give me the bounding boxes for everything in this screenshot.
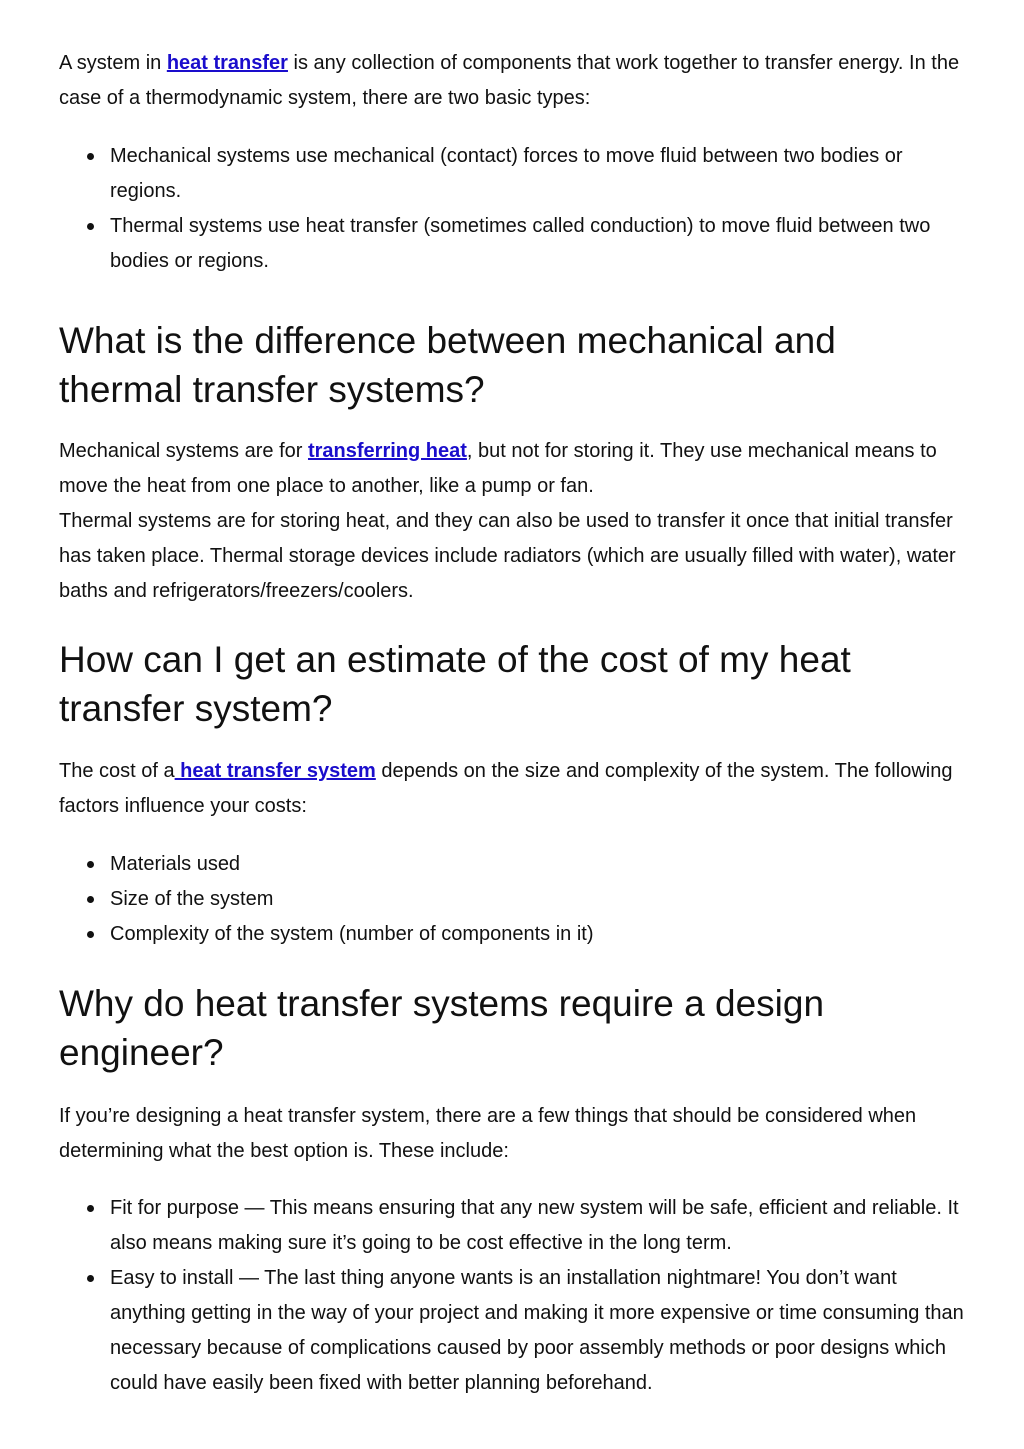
cost-factors-list [59,847,968,952]
heading-design-engineer: Why do heat transfer systems require a design engineer? [59,983,825,1073]
list-item-easy-to-install: Easy to install — The last thing anyone wants is an installation nightmare! You don’t want anything getting in the way of your project and making it more expensive or time consuming than necessary because of complications caused by poor assembly methods or poor designs which could have easily been fixed with better planning beforehand. [110,1261,968,1401]
cost-text-before: The cost of a [59,760,175,782]
cost-text-after: depends on the size and complexity of the system. The following factors influence your costs: [59,760,953,817]
list-item-size: Size of the system [110,882,968,917]
heading-difference: What is the difference between mechanical and thermal transfer systems? [59,320,836,410]
list-item-materials: Materials used [110,847,968,882]
list-item-mechanical: Mechanical systems use mechanical (contact) forces to move fluid between two bodies or regions. [110,139,968,209]
heat-transfer-system-link[interactable]: heat transfer system [174,760,376,782]
engineer-paragraph: If you’re designing a heat transfer system, there are a few things that should be considered when determining what the best option is. These include: [59,1105,917,1162]
system-types-list [59,139,968,279]
intro-paragraph [59,46,968,116]
intro-text-before: A system in [59,52,167,74]
heading-cost: How can I get an estimate of the cost of my heat transfer system? [59,639,851,729]
mechanical-text-before: Mechanical systems are for [59,440,308,462]
cost-paragraph [59,754,968,824]
transferring-heat-link[interactable]: transferring heat [307,440,467,462]
considerations-list [59,1191,968,1401]
thermal-paragraph: Thermal systems are for storing heat, and they can also be used to transfer it once that initial transfer has taken place. Thermal storage devices include radiators (which are usually filled with water), water baths and refrigerators/freezers/coolers. [59,510,956,602]
heat-transfer-link[interactable]: heat transfer [166,52,288,74]
mechanical-text-after: , but not for storing it. They use mechanical means to move the heat from one place to another, like a pump or fan. [59,440,937,497]
list-item-fit-for-purpose: Fit for purpose — This means ensuring that any new system will be safe, efficient and reliable. It also means making sure it’s going to be cost effective in the long term. [110,1191,968,1261]
list-item-complexity: Complexity of the system (number of components in it) [110,917,968,952]
mechanical-paragraph [59,434,968,504]
list-item-thermal: Thermal systems use heat transfer (sometimes called conduction) to move fluid between two bodies or regions. [110,209,968,279]
intro-text-after: is any collection of components that work together to transfer energy. In the case of a thermodynamic system, there are two basic types: [59,52,960,109]
